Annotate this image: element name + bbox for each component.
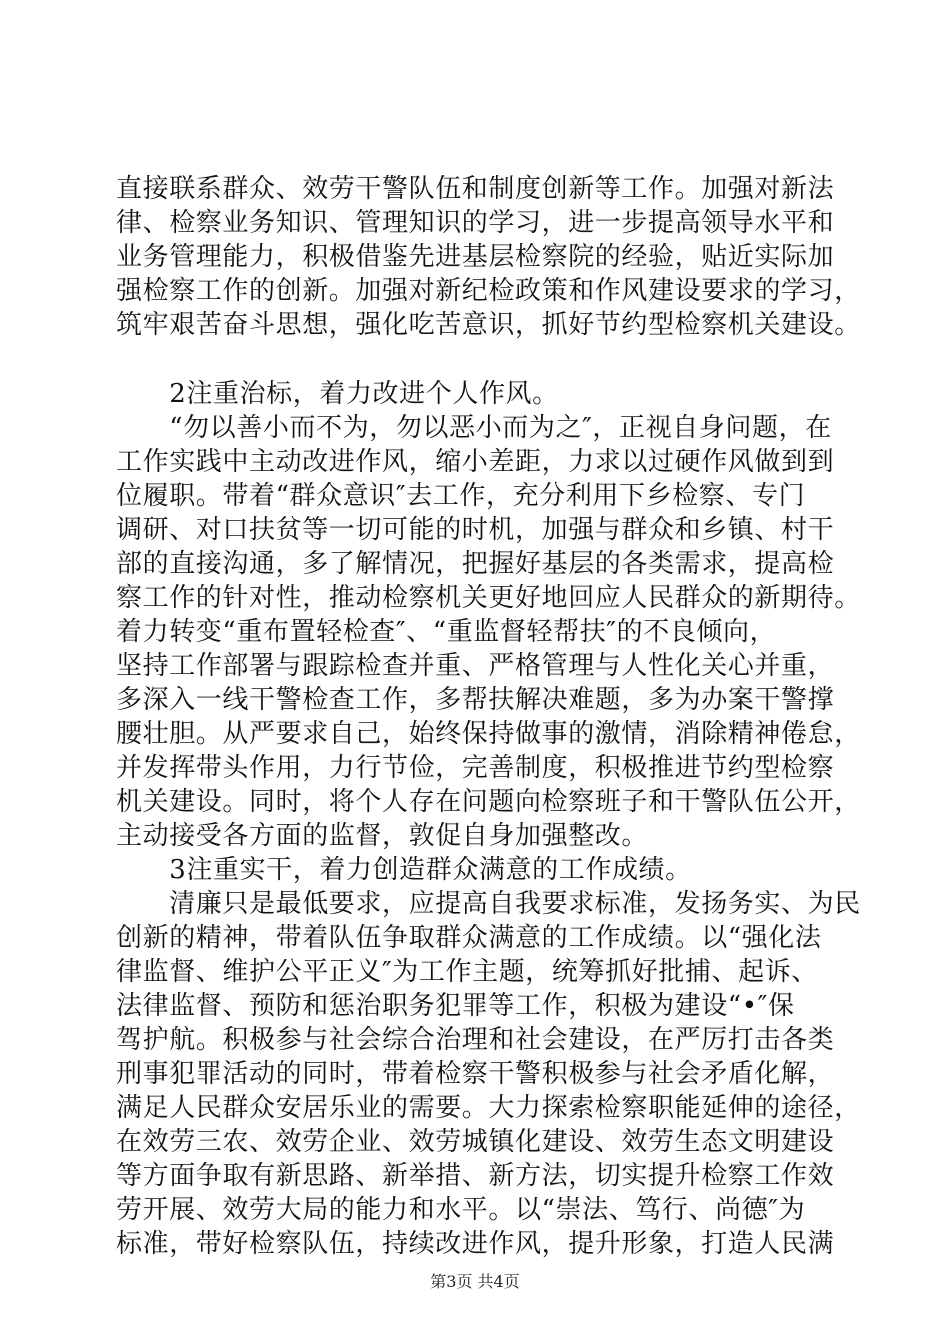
text-line: 劳开展、效劳大局的能力和水平。以“崇法、笃行、尚德″为	[116, 1195, 806, 1225]
text-line: 腰壮胆。从严要求自己，始终保持做事的激情，消除精神倦怠，	[116, 719, 861, 749]
text-line: 法律监督、预防和惩治职务犯罪等工作，积极为建设“•″保	[116, 991, 795, 1021]
text-line: 并发挥带头作用，力行节俭，完善制度，积极推进节约型检察	[116, 753, 835, 783]
text-line: 直接联系群众、效劳干警队伍和制度创新等工作。加强对新法	[116, 174, 835, 204]
text-line: 强检察工作的创新。加强对新纪检政策和作风建设要求的学习，	[116, 276, 861, 306]
text-line: 机关建设。同时，将个人存在问题向检察班子和干警队伍公开，	[116, 787, 861, 817]
text-line: 在效劳三农、效劳企业、效劳城镇化建设、效劳生态文明建设	[116, 1127, 835, 1157]
document-body	[116, 172, 861, 1261]
text-line: 律监督、维护公平正义″为工作主题，统筹抓好批捕、起诉、	[116, 957, 818, 987]
text-line: 部的直接沟通，多了解情况，把握好基层的各类需求，提高检	[116, 549, 835, 579]
text-line: “勿以善小而不为，勿以恶小而为之″，正视自身问题，在	[116, 413, 832, 443]
text-line: 清廉只是最低要求，应提高自我要求标准，发扬务实、为民	[116, 889, 861, 919]
text-line: 位履职。带着“群众意识″去工作，充分利用下乡检察、专门	[116, 481, 806, 511]
text-line: 3注重实干，着力创造群众满意的工作成绩。	[116, 855, 692, 885]
text-line: 满足人民群众安居乐业的需要。大力探索检察职能延伸的途径，	[116, 1093, 861, 1123]
text-line: 坚持工作部署与跟踪检查并重、严格管理与人性化关心并重，	[116, 651, 835, 681]
paragraph-gap	[116, 342, 836, 377]
text-line: 2注重治标，着力改进个人作风。	[116, 379, 559, 409]
text-line: 驾护航。积极参与社会综合治理和社会建设，在严厉打击各类	[116, 1025, 835, 1055]
text-line: 刑事犯罪活动的同时，带着检察干警积极参与社会矛盾化解，	[116, 1059, 835, 1089]
text-line: 业务管理能力，积极借鉴先进基层检察院的经验，贴近实际加	[116, 242, 835, 272]
text-line: 筑牢艰苦奋斗思想，强化吃苦意识，抓好节约型检察机关建设。	[116, 310, 861, 340]
text-line: 主动接受各方面的监督，敦促自身加强整改。	[116, 821, 649, 851]
text-line: 察工作的针对性，推动检察机关更好地回应人民群众的新期待。	[116, 583, 861, 613]
text-line: 创新的精神，带着队伍争取群众满意的工作成绩。以“强化法	[116, 923, 822, 953]
text-line: 多深入一线干警检查工作，多帮扶解决难题，多为办案干警撑	[116, 685, 835, 715]
text-line: 等方面争取有新思路、新举措、新方法，切实提升检察工作效	[116, 1161, 835, 1191]
text-line: 着力转变“重布置轻检查″、“重监督轻帮扶″的不良倾向，	[116, 617, 777, 647]
text-line: 调研、对口扶贫等一切可能的时机，加强与群众和乡镇、村干	[116, 515, 835, 545]
text-line: 律、检察业务知识、管理知识的学习，进一步提高领导水平和	[116, 208, 835, 238]
text-line: 标准，带好检察队伍，持续改进作风，提升形象，打造人民满	[116, 1229, 835, 1259]
text-line: 工作实践中主动改进作风，缩小差距，力求以过硬作风做到到	[116, 447, 835, 477]
page-footer: 第3页 共4页	[430, 1272, 520, 1291]
